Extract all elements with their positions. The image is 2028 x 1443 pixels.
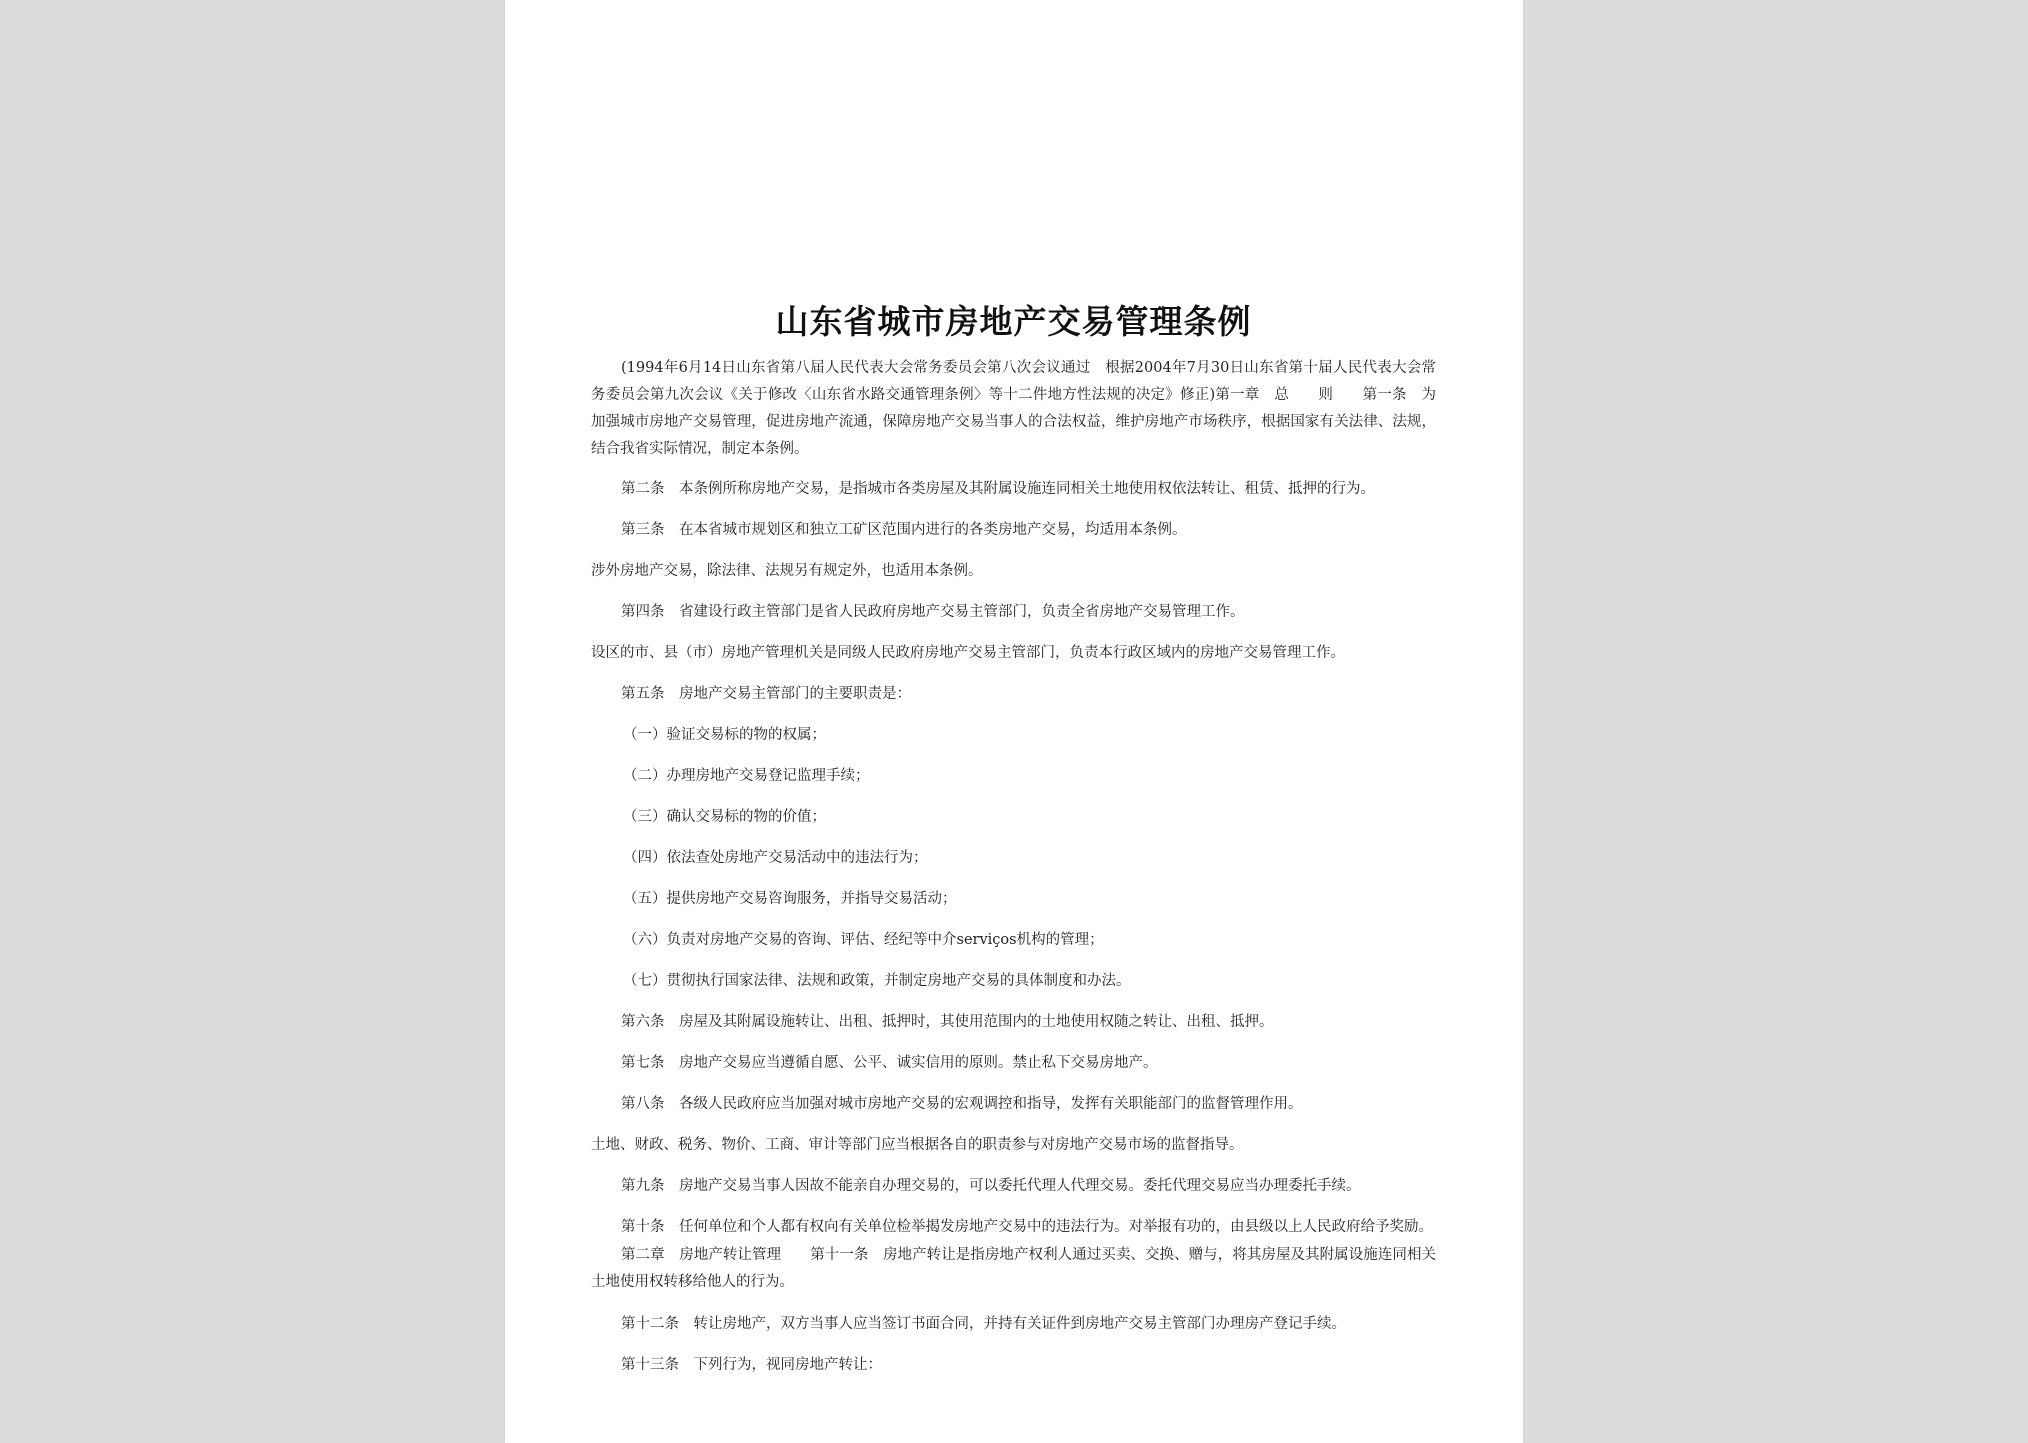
article-5: 第五条 房地产交易主管部门的主要职责是：	[621, 686, 911, 702]
article-5-item-1: （一）验证交易标的物的权属；	[623, 727, 826, 743]
article-5-item-2: （二）办理房地产交易登记监理手续；	[623, 768, 870, 784]
document-title: 山东省城市房地产交易管理条例	[775, 302, 1252, 341]
preamble-paragraph: (1994年6月14日山东省第八届人民代表大会常务委员会第八次会议通过 根据2004年7月30日山东省第十届人民代表大会常务委员会第九次会议《关于修改〈山东省水路交通管理条例〉等十二件地方性法规的决定》修正)第一章 总 则 第一条 为加强城市房地产交易管理，促进房地产流通，保障房地产交易当事人的合法权益，维护房地产市场秩序，根据国家有关法律、法规，结合我省实际情况，制定本条例。	[591, 360, 1436, 457]
article-6: 第六条 房屋及其附属设施转让、出租、抵押时，其使用范围内的土地使用权随之转让、出租、抵押。	[621, 1014, 1274, 1030]
article-5-item-7: （七）贯彻执行国家法律、法规和政策，并制定房地产交易的具体制度和办法。	[623, 973, 1131, 989]
chapter-2-article-11: 第二章 房地产转让管理 第十一条 房地产转让是指房地产权利人通过买卖、交换、赠与，将其房屋及其附属设施连同相关土地使用权转移给他人的行为。	[591, 1247, 1436, 1290]
article-10: 第十条 任何单位和个人都有权向有关单位检举揭发房地产交易中的违法行为。对举报有功的，由县级以上人民政府给予奖励。	[621, 1219, 1433, 1235]
article-3-clause: 涉外房地产交易，除法律、法规另有规定外，也适用本条例。	[591, 563, 983, 579]
article-12: 第十二条 转让房地产，双方当事人应当签订书面合同，并持有关证件到房地产交易主管部门办理房产登记手续。	[621, 1316, 1346, 1332]
article-13: 第十三条 下列行为，视同房地产转让：	[621, 1357, 882, 1373]
article-9: 第九条 房地产交易当事人因故不能亲自办理交易的，可以委托代理人代理交易。委托代理交易应当办理委托手续。	[621, 1178, 1361, 1194]
article-5-item-6: （六）负责对房地产交易的咨询、评估、经纪等中介serviços机构的管理；	[623, 932, 1104, 948]
article-8: 第八条 各级人民政府应当加强对城市房地产交易的宏观调控和指导，发挥有关职能部门的监督管理作用。	[621, 1096, 1303, 1112]
article-4-clause: 设区的市、县（市）房地产管理机关是同级人民政府房地产交易主管部门，负责本行政区域内的房地产交易管理工作。	[591, 645, 1345, 661]
document-page	[505, 0, 1523, 1443]
article-5-item-4: （四）依法查处房地产交易活动中的违法行为；	[623, 850, 928, 866]
article-5-item-5: （五）提供房地产交易咨询服务，并指导交易活动；	[623, 891, 957, 907]
article-7: 第七条 房地产交易应当遵循自愿、公平、诚实信用的原则。禁止私下交易房地产。	[621, 1055, 1158, 1071]
article-2: 第二条 本条例所称房地产交易，是指城市各类房屋及其附属设施连同相关土地使用权依法转让、租赁、抵押的行为。	[621, 481, 1375, 497]
article-5-item-3: （三）确认交易标的物的价值；	[623, 809, 826, 825]
article-4: 第四条 省建设行政主管部门是省人民政府房地产交易主管部门，负责全省房地产交易管理工作。	[621, 604, 1245, 620]
article-8-clause: 土地、财政、税务、物价、工商、审计等部门应当根据各自的职责参与对房地产交易市场的监督指导。	[591, 1137, 1244, 1153]
article-3: 第三条 在本省城市规划区和独立工矿区范围内进行的各类房地产交易，均适用本条例。	[621, 522, 1187, 538]
